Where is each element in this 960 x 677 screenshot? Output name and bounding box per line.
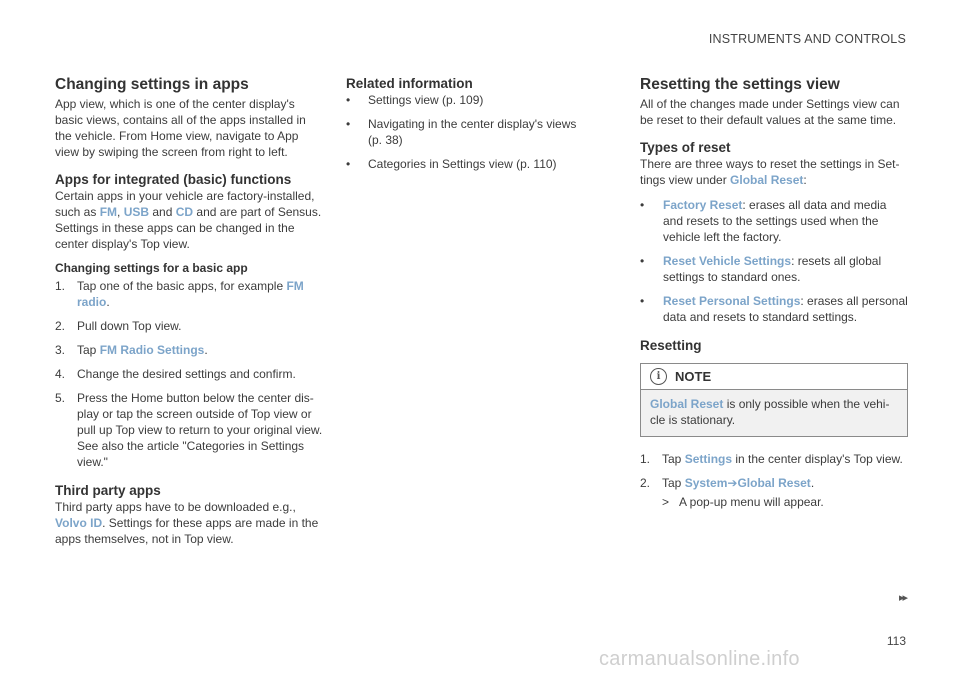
list-item: • Reset Personal Settings: erases all personal data and resets to standard settings. [640,294,908,324]
paragraph-third-party: Third party apps have to be downloaded e.g., Volvo ID. Settings for these apps are made in the apps themselves, not in Top view. [55,500,319,546]
page-number: 113 [886,634,906,648]
heading-integrated-apps: Apps for integrated (basic) functions [55,172,292,187]
related-link-settings-view[interactable]: • Settings view (p. 109) [346,93,484,107]
related-link-navigating[interactable]: • Navigating in the center display's views (p. 38) [346,117,577,147]
list-item: 3. Tap FM Radio Settings. [55,343,208,357]
term-cd: CD [175,205,194,219]
basic-app-steps [55,278,323,470]
term-global-reset: Global Reset [730,173,804,187]
paragraph-resetting-view: All of the changes made under Settings view can be reset to their default values at the same time. [640,97,900,127]
resetting-steps [640,451,908,510]
list-item: 5. Press the Home button below the center display or tap the screen outside of Top view or pull up Top view to return to your original view. See also the article "Categories in Settings view." [55,391,323,469]
column-right [640,76,908,512]
section-header: INSTRUMENTS AND CONTROLS [708,32,906,46]
paragraph-types-of-reset: There are three ways to reset the settings in Settings view under Global Reset: [640,157,900,187]
list-item: 1. Tap one of the basic apps, for example FM radio. [55,279,304,309]
list-item: 2. Tap System➔Global Reset. > A pop-up menu will appear. [640,475,908,510]
arrow-right-icon: ➔ [727,476,738,490]
related-link-categories[interactable]: • Categories in Settings view (p. 110) [346,157,557,171]
column-middle [346,76,586,180]
list-item: • Reset Vehicle Settings: resets all global settings to standard ones. [640,254,882,284]
note-header [641,364,907,390]
heading-resetting: Resetting [640,338,702,353]
heading-changing-settings: Changing settings in apps [55,76,249,93]
heading-resetting-view: Resetting the settings view [640,76,840,93]
column-left [55,76,323,547]
heading-types-of-reset: Types of reset [640,140,731,155]
heading-basic-app: Changing settings for a basic app [55,261,248,275]
heading-third-party: Third party apps [55,483,161,498]
term-volvo-id: Volvo ID [55,516,103,530]
term-usb: USB [123,205,150,219]
note-title: NOTE [675,369,712,384]
info-circle-icon: i [650,368,667,385]
related-links [346,92,586,172]
paragraph-integrated-apps: Certain apps in your vehicle are factory-installed, such as FM, USB and CD and are part of Sensus. Settings in these apps can be changed in the center display's Top view. [55,189,322,251]
list-item: • Factory Reset: erases all data and media and resets to the settings used when the vehicle left the factory. [640,198,887,244]
list-item: 2. Pull down Top view. [55,319,182,333]
paragraph-changing-settings: App view, which is one of the center display's basic views, contains all of the apps installed in the vehicle. From Home view, navigate to App view by swiping the screen from right to left. [55,97,306,159]
watermark: carmanualsonline.info [599,648,800,670]
term-fm: FM [99,205,118,219]
heading-related-info: Related information [346,76,473,91]
note-body: Global Reset is only possible when the vehicle is stationary. [641,390,907,436]
next-page-icon[interactable]: ▸▸ [898,592,906,604]
list-item: 4. Change the desired settings and confirm. [55,367,296,381]
note-box [640,363,908,437]
reset-types-list [640,197,908,325]
list-item: 1. Tap Settings in the center display's Top view. [640,452,903,466]
step-result: > A pop-up menu will appear. [662,495,824,509]
